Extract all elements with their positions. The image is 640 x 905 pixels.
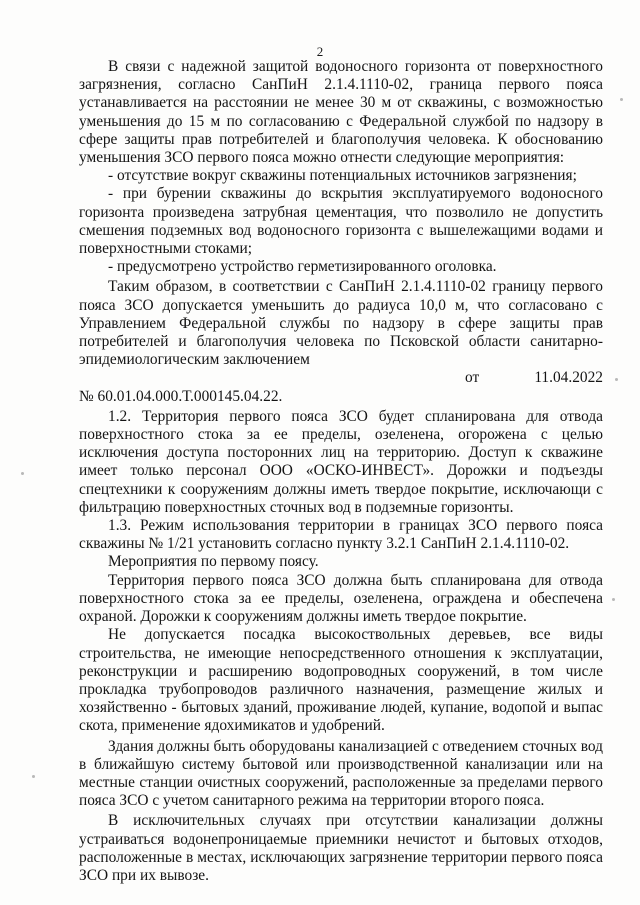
conclusion-date: 11.04.2022 bbox=[534, 369, 603, 387]
paragraph-territory: Территория первого пояса ЗСО должна быть спланирована для отвода поверхностного стока за ее пределы, озеленена, ограждена и обеспечена охраной. Дорожки к сооружениям должны иметь твердое покрытие. bbox=[79, 571, 603, 626]
paragraph-conclusion: Таким образом, в соответствии с СанПиН 2.1.4.1110-02 границу первого пояса ЗСО допускается уменьшить до радиуса 10,0 м, что согласовано с Управлением Федеральной службы по надзору в сфере защиты прав потребителей и благополучия человека по Псковской области санитарно-эпидемиологическим заключением bbox=[79, 278, 603, 369]
scan-speck bbox=[620, 98, 623, 101]
scan-speck bbox=[615, 378, 618, 381]
scan-speck bbox=[612, 598, 615, 601]
scan-speck bbox=[21, 472, 24, 475]
conclusion-date-line bbox=[79, 369, 603, 387]
conclusion-number: № 60.01.04.000.Т.000145.04.22. bbox=[79, 387, 283, 405]
conclusion-from: от bbox=[465, 369, 480, 387]
paragraph-prohibitions: Не допускается посадка высокоствольных деревьев, все виды строительства, не имеющие непосредственного отношения к эксплуатации, реконструкции и расширению водопроводных сооружений, в том числе прокладка трубопроводов различного назначения, размещение жилых и хозяйственно - бытовых зданий, проживание людей, купание, водопой и выпас скота, применение ядохимикатов и удобрений. bbox=[79, 626, 603, 735]
list-item-no-sources: - отсутствие вокруг скважины потенциальных источников загрязнения; bbox=[108, 167, 577, 185]
paragraph-first-belt-heading: Мероприятия по первому поясу. bbox=[108, 553, 319, 571]
list-item-cementation: - при бурении скважины до вскрытия эксплуатируемого водоносного горизонта произведена затрубная цементация, что позволило не допустить смешения подземных вод водоносного горизонта с вышележащими водами и поверхностными стоками; bbox=[79, 185, 603, 258]
paragraph-1-2: 1.2. Территория первого пояса ЗСО будет спланирована для отвода поверхностного стока за ее пределы, озеленена, огорожена с целью исключения доступа посторонних лиц на территорию. Доступ к скважине имеет только персонал ООО «ОСКО-ИНВЕСТ». Дорожки и подъезды спецтехники к сооружениям должны иметь твердое покрытие, исключающи с фильтрацию поверхностных сточных вод в подземные горизонты. bbox=[79, 407, 603, 516]
page-number: 2 bbox=[316, 44, 324, 59]
scan-speck bbox=[32, 775, 35, 778]
paragraph-1-3: 1.3. Режим использования территории в границах ЗСО первого пояса скважины № 1/21 установить согласно пункту 3.2.1 СанПиН 2.1.4.1110-02. bbox=[79, 517, 603, 553]
list-item-sealed-head: - предусмотрено устройство герметизированного оголовка. bbox=[108, 258, 497, 276]
paragraph-sewerage: Здания должны быть оборудованы канализацией с отведением сточных вод в ближайшую систему бытовой или производственной канализации или на местные станции очистных сооружений, расположенные за пределами первого пояса ЗСО с учетом санитарного режима на территории второго пояса. bbox=[79, 737, 604, 810]
paragraph-exceptional-cases: В исключительных случаях при отсутствии канализации должны устраиваться водонепроницаемые приемники нечистот и бытовых отходов, расположенные в местах, исключающих загрязнение территории первого пояса ЗСО при их вывозе. bbox=[79, 812, 603, 884]
paragraph-intro: В связи с надежной защитой водоносного горизонта от поверхностного загрязнения, согласно СанПиН 2.1.4.1110-02, граница первого пояса устанавливается на расстоянии не менее 30 м от скважины, с возможностью уменьшения до 15 м по согласованию с Федеральной службой по надзору в сфере защиты прав потребителей и благополучия человека. К обоснованию уменьшения ЗСО первого пояса можно отнести следующие мероприятия: bbox=[79, 58, 603, 167]
document-body bbox=[79, 58, 603, 885]
